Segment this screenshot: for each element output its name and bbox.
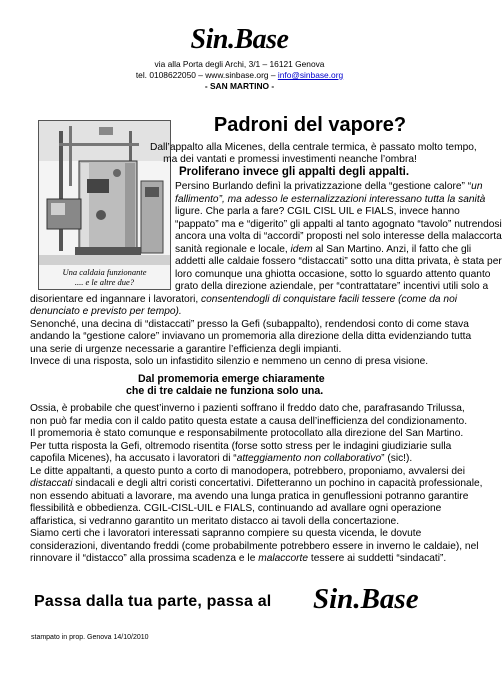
p1-line-7: addetti alle caldaie fossero “distaccati” sotto una ditta privata, è stata per: [175, 256, 502, 267]
p2-line-4: Invece di una risposta, solo un infastidito silenzio e nemmeno un cenno di presa visione.: [30, 356, 429, 367]
footer-logo: Sin.Base: [313, 583, 419, 615]
p4-line-2: capofila Micenes), ha accusato i lavoratori di “atteggiamento non collaborativo” (sic!).: [30, 453, 413, 464]
p3-line-3: Il promemoria è stato comunque e responsabilmente protocollato alla direzione del San Martino.: [30, 428, 464, 439]
p3-line-1: Ossia, è probabile che quest’inverno i pazienti soffrano il freddo dato che, parafrasando Trilussa,: [30, 403, 465, 414]
photo-caption-1: Una caldaia funzionante: [62, 267, 147, 277]
p6-line-1: Siamo certi che i lavoratori interessati sapranno compiere su questa vicenda, le dovute: [30, 528, 422, 539]
highlight-heading-1: Dal promemoria emerge chiaramente: [138, 373, 325, 385]
p1-line-6: sanità regionale e locale, idem al San Martino. Anzi, il fatto che gli: [175, 243, 472, 255]
p1-line-9: grato della direzione aziendale, per “contrattatare” incentivi utili solo a: [175, 281, 489, 292]
p1-line-3: ligure. Che parla a fare? CGIL CISL UIL e FIALS, invece hanno: [175, 206, 460, 217]
p1-line-8: loro comunque una ghiotta occasione, sotto lo sguardo attento quanto: [175, 268, 491, 280]
p1-line-5: ancora una volta di “accordi” proposti nel solo interesse della malaccorta: [175, 231, 502, 242]
p1-line-11: denunciato e previsto per tempo).: [30, 306, 182, 317]
contacts-line: [0, 70, 479, 81]
p1-line-1: Persino Burlando definì la privatizzazione della “gestione calore” “un: [175, 181, 483, 192]
p2-line-3: una serie di urgenze necessarie a garantire l’efficienza degli impianti.: [30, 343, 342, 355]
intro-line-1: Dall’appalto alla Micenes, della centrale termica, è passato molto tempo,: [150, 142, 477, 153]
sinbase-logo: Sin.Base: [190, 24, 289, 55]
p4-line-1: Per tutta risposta la Gefi, oltremodo risentita (forse sotto stress per le indagini giudiziarie sulla: [30, 440, 452, 452]
p1-line-4: “pappato” ma e “digerito” gli appalti al tanto agognato “tavolo” nutrendosi: [175, 218, 502, 230]
p3-line-2: non può far media con il caldo patito questa estate a causa dell’inefficienza del condizionamento.: [30, 415, 468, 427]
p5-line-4: flessibilità e obbedienza. CGIL-CISL-UIL e FIALS, continuando ad avallare ogni operazione: [30, 503, 442, 514]
intro-line-2: ma dei vantati e promessi investimenti neanche l’ombra!: [163, 154, 417, 165]
p6-line-2: considerazioni, diventando freddi (come probabilmente potrebbero essere in inverno le caldaie), nel: [30, 540, 479, 552]
p5-line-5: affaristica, si vedranno garantito un meritato distacco ai tavoli della concertazione.: [30, 515, 400, 527]
highlight-heading-2: che di tre caldaie ne funziona solo una.: [126, 385, 324, 397]
slogan: Passa dalla tua parte, passa al: [34, 593, 272, 610]
p5-line-3: non essendo abituati a lavorare, ma avendo una lunga pratica in genuflessioni potranno garantire: [30, 490, 469, 502]
contacts-text: tel. 0108622050 – www.sinbase.org –: [135, 70, 278, 80]
p6-line-3: rinnovare il “distacco” alla prossima scadenza e le malaccorte tessere ai suddetti “sindacati”.: [30, 553, 447, 564]
section-label: - SAN MARTINO -: [204, 81, 275, 91]
article-headline: Padroni del vapore?: [213, 114, 407, 136]
photo-caption-2: .... e le altre due?: [74, 277, 135, 287]
p5-line-2: distaccati sindacali e degli altri coristi concertativi. Difetteranno un pochino in capacità professionale,: [30, 478, 483, 489]
p2-line-1: Senonché, una decina di “distaccati” presso la Gefi (subappalto), rendendosi conto di come stava: [30, 318, 469, 330]
p2-line-2: andando la “gestione calore” inviavano un promemoria alla direzione della ditta evidenziando tutta: [30, 331, 472, 342]
print-note: stampato in prop. Genova 14/10/2010: [31, 634, 149, 641]
p1-line-2: fallimento”, ma adesso le esternalizzazioni interessano tutta la sanità: [175, 193, 486, 205]
address-line: via alla Porta degli Archi, 3/1 – 16121 Genova: [154, 59, 325, 69]
p5-line-1: Le ditte appaltanti, a questo punto a corto di manodopera, potrebbero, proponiamo, avvalersi dei: [30, 465, 465, 477]
p1-line-10: disorientare ed ingannare i lavoratori, consentendogli di conquistare facili tessere (come da noi: [30, 293, 457, 305]
subheading: Proliferano invece gli appalti degli appalti.: [179, 166, 410, 178]
email-link[interactable]: info@sinbase.org: [277, 70, 344, 80]
